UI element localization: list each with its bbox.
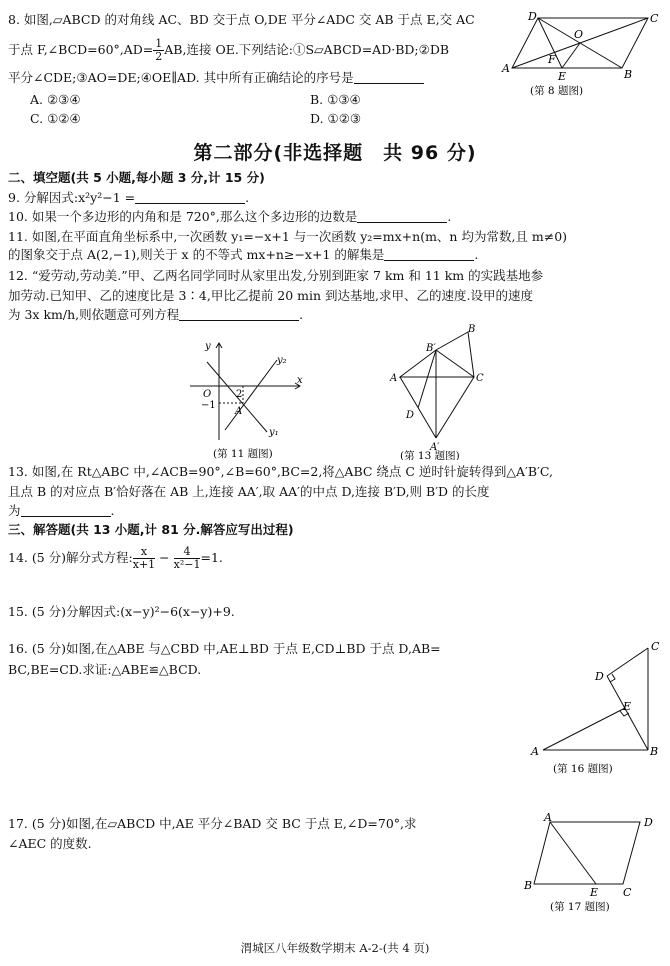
figure-11 — [185, 335, 315, 460]
q8-line2-start: 于点 F,∠BCD=60°,AD= — [8, 42, 154, 57]
q8-option-d: D. ①②③ — [310, 111, 362, 126]
q13-answer-blank[interactable] — [21, 504, 111, 517]
fig13-label-b-prime: B′ — [426, 343, 436, 354]
q8-line2-end: AB,连接 OE.下列结论:①S▱ABCD=AD·BD;②DB — [164, 42, 450, 57]
fig13-label-c: C — [476, 373, 484, 384]
q10: 10. 如果一个多边形的内角和是 720°,那么这个多边形的边数是 . — [8, 209, 452, 224]
fig17-label-b: B — [524, 879, 533, 892]
fig11-x-axis-label: x — [297, 375, 303, 386]
fig16-caption: (第 16 题图) — [553, 763, 613, 775]
q8-option-a: A. ②③④ — [30, 92, 81, 107]
figure-16 — [525, 638, 665, 778]
fig17-label-c: C — [623, 886, 632, 899]
fig11-two-label: 2 — [236, 389, 243, 400]
q12-line1: 12. “爱劳动,劳动美.”甲、乙两名同学同时从家里出发,分别到距家 7 km 和 11 km 的实践基地参 — [8, 268, 544, 283]
fig8-label-d: D — [528, 10, 537, 23]
figure-8 — [500, 10, 660, 105]
fig11-origin-label: O — [203, 389, 212, 400]
fig13-label-a-prime: A′ — [430, 442, 440, 453]
fig13-label-b: B — [468, 324, 476, 335]
fig11-neg1-label: −1 — [201, 400, 216, 411]
q11-answer-blank[interactable] — [384, 248, 474, 261]
q11-line1: 11. 如图,在平面直角坐标系中,一次函数 y₁=−x+1 与一次函数 y₂=mx+n(m、n 均为常数,且 m≠0) — [8, 229, 568, 244]
q12-line3: 为 3x km/h,则依题意可列方程 . — [8, 307, 304, 322]
q16-line2: BC,BE=CD.求证:△ABE≌△BCD. — [8, 662, 202, 677]
fig13-caption: (第 13 题图) — [400, 450, 460, 460]
fig16-label-c: C — [651, 640, 660, 653]
figure-13 — [388, 320, 498, 460]
q17-line1: 17. (5 分)如图,在▱ABCD 中,AE 平分∠BAD 交 BC 于点 E,∠D=70°,求 — [8, 816, 417, 831]
fig17-label-e: E — [590, 886, 599, 899]
q11-line2: 的图象交于点 A(2,−1),则关于 x 的不等式 mx+n≥−x+1 的解集是 . — [8, 247, 479, 262]
fig11-y1-label: y₁ — [269, 427, 279, 438]
q8-option-c: C. ①②④ — [30, 111, 81, 126]
fig8-label-e: E — [558, 70, 567, 83]
fig8-label-b: B — [624, 68, 633, 81]
fig16-label-b: B — [650, 745, 659, 758]
q8-line2 — [8, 38, 449, 63]
q14-fraction-2: $\frac{4}{\text{x²−1}}$ — [173, 545, 201, 571]
q9-answer-blank[interactable] — [135, 191, 245, 204]
fig16-label-a: A — [531, 745, 539, 758]
q15: 15. (5 分)分解因式:(x−y)²−6(x−y)+9. — [8, 604, 235, 619]
fig8-caption: (第 8 题图) — [530, 85, 584, 97]
section3-heading: 三、解答题(共 13 小题,计 81 分.解答应写出过程) — [8, 522, 294, 537]
fig8-label-o: O — [574, 28, 584, 41]
q14-fraction-1: $\frac{x}{x+1}$ — [132, 545, 156, 571]
fig13-label-d: D — [406, 410, 415, 421]
q8-answer-blank[interactable] — [354, 71, 424, 84]
fig11-y2-label: y₂ — [277, 355, 287, 366]
q17-line2: ∠AEC 的度数. — [8, 836, 92, 851]
q13-line2: 且点 B 的对应点 B′恰好落在 AB 上,连接 AA′,取 AA′的中点 D,连接 B′D,则 B′D 的长度 — [8, 484, 490, 499]
q10-answer-blank[interactable] — [357, 210, 447, 223]
q13-line1: 13. 如图,在 Rt△ABC 中,∠ACB=90°,∠B=60°,BC=2,将△ABC 绕点 C 逆时针旋转得到△A′B′C, — [8, 464, 554, 479]
q14: 14. (5 分)解分式方程: $\frac{x}{x+1}$ − $\frac{4}{\text{x²−1}}$ =1. — [8, 545, 223, 571]
section2-heading: 二、填空题(共 5 小题,每小题 3 分,计 15 分) — [8, 170, 265, 185]
q8-fraction: $\frac{1}{2}$ — [155, 37, 163, 63]
fig16-label-d: D — [595, 670, 604, 683]
part2-title: 第二部分(非选择题 共 96 分) — [193, 142, 477, 164]
q12-line2: 加劳动.已知甲、乙的速度比是 3∶4,甲比乙提前 20 min 到达基地,求甲、乙的速度.设甲的速度 — [8, 288, 534, 303]
fig17-label-a: A — [544, 812, 552, 824]
fig8-label-a: A — [502, 62, 510, 75]
q9: 9. 分解因式:x²y²−1 = . — [8, 190, 250, 205]
fig17-caption: (第 17 题图) — [550, 901, 610, 913]
fig8-label-c: C — [650, 12, 659, 25]
fig17-label-d: D — [644, 816, 653, 829]
q8-line3: 平分∠CDE;③AO=DE;④OE∥AD. 其中所有正确结论的序号是 — [8, 70, 424, 85]
q13-line3: 为 . — [8, 503, 115, 518]
figure-17 — [520, 812, 660, 917]
q8-line1: 8. 如图,▱ABCD 的对角线 AC、BD 交于点 O,DE 平分∠ADC 交 AB 于点 E,交 AC — [8, 12, 475, 27]
fig13-label-a: A — [390, 373, 398, 384]
page-footer: 渭城区八年级数学期末 A-2-(共 4 页) — [240, 941, 430, 955]
fig11-caption: (第 11 题图) — [213, 448, 273, 460]
fig8-label-f: F — [548, 53, 556, 66]
fig11-y-axis-label: y — [205, 341, 211, 352]
q8-option-b: B. ①③④ — [310, 92, 361, 107]
fig11-point-a-label: A — [235, 406, 243, 417]
q16-line1: 16. (5 分)如图,在△ABE 与△CBD 中,AE⊥BD 于点 E,CD⊥BD 于点 D,AB= — [8, 641, 441, 656]
fig16-label-e: E — [623, 700, 632, 713]
q12-answer-blank[interactable] — [179, 308, 299, 321]
